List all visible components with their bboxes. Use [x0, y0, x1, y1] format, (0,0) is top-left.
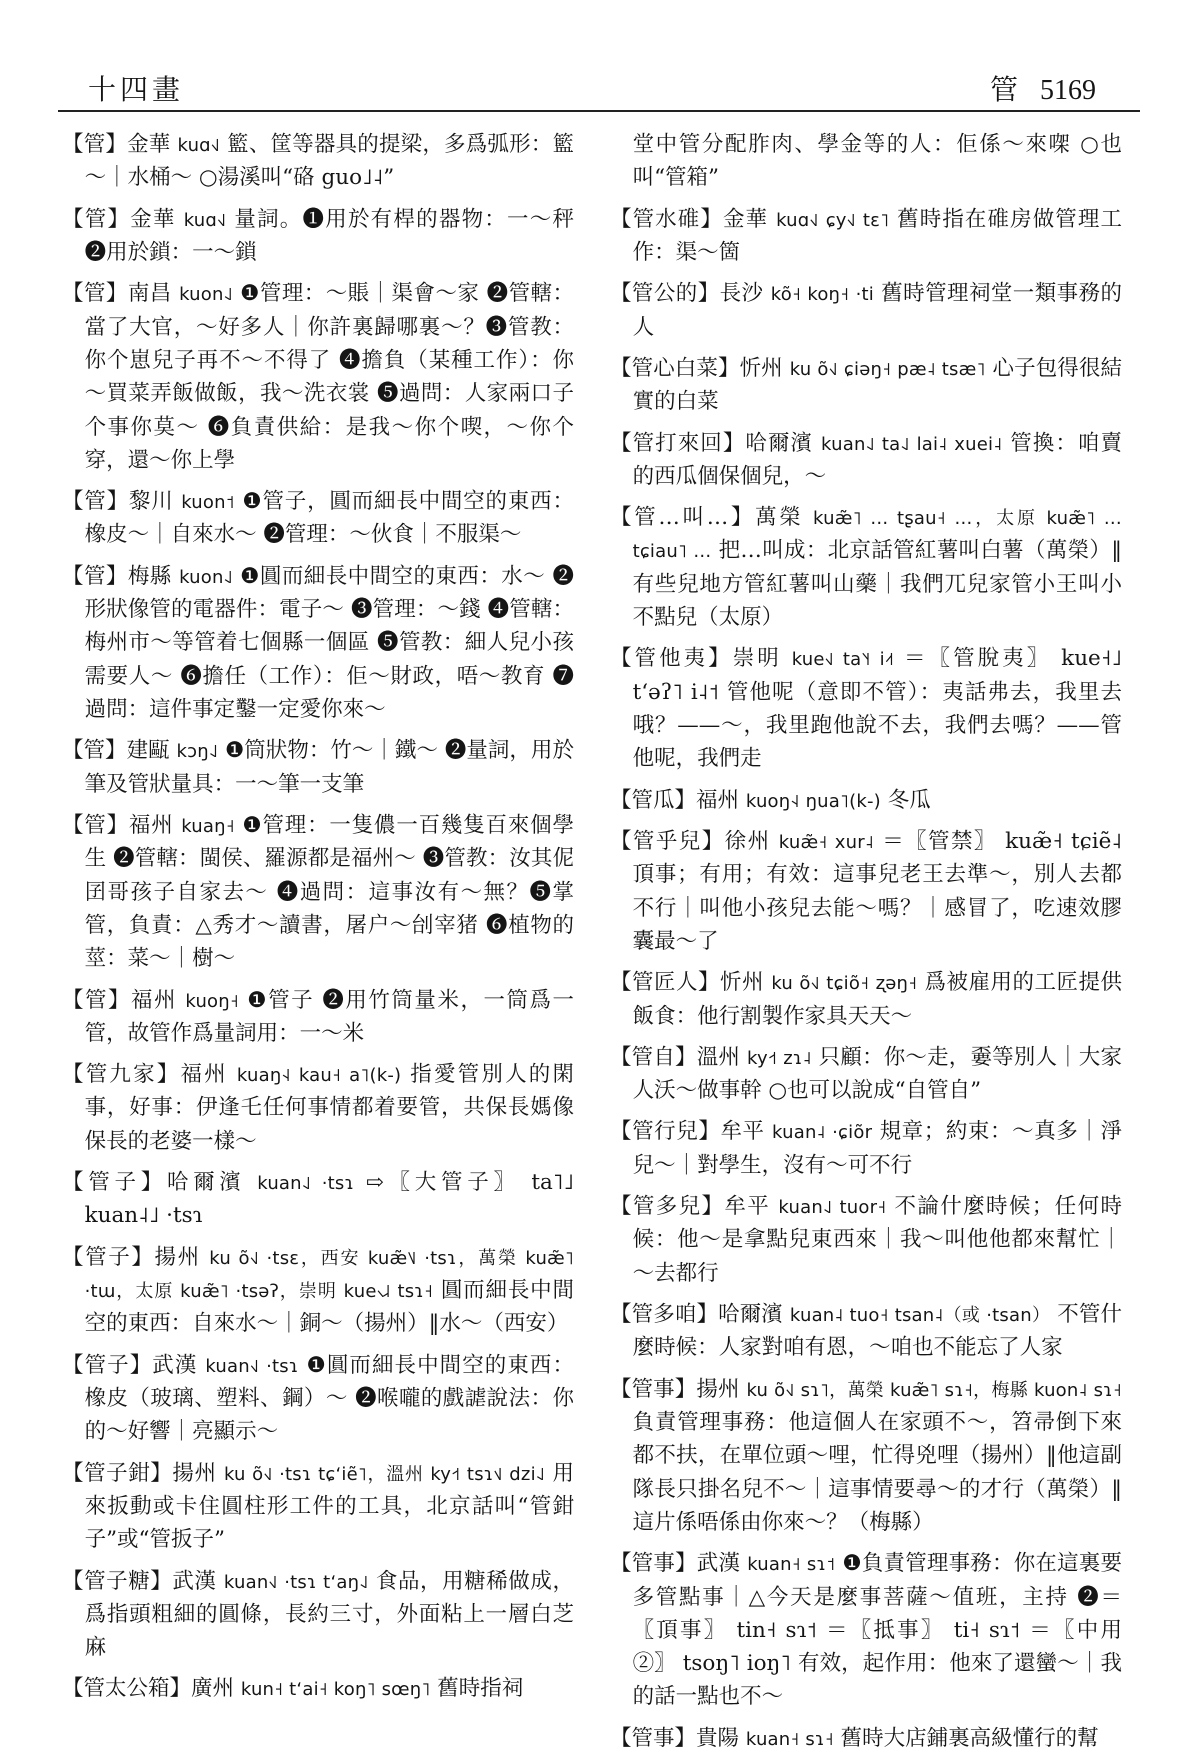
headword: 【管】 [62, 206, 131, 232]
headword: 【管心白菜】 [610, 355, 740, 381]
pronunciation: kuæ̃˧ xur˨ [778, 831, 874, 853]
headword: 【管乎兒】 [610, 828, 725, 854]
definition: 冬瓜 [887, 787, 931, 813]
dictionary-entry [62, 1166, 574, 1233]
dictionary-entry [62, 984, 574, 1051]
pronunciation: ku õ˧˩ ·tsɛ，西安 kuæ̃˥˩ ·tsɿ，萬榮 kuæ̃˥ ·tɯ，太原 kuæ̃˥ ·tsəʔ，崇明 kue˧˩˨ tsɿ˧ [84, 1247, 574, 1302]
dictionary-entry [62, 277, 574, 477]
headword: 【管子鉗】 [62, 1460, 173, 1486]
headword: 【管事】 [610, 1376, 697, 1402]
definition: 舊時管理祠堂一類事務的人 [632, 281, 1122, 340]
pronunciation: ky˧˦ zɿ˨ [747, 1047, 812, 1069]
headword: 【管瓜】 [610, 787, 697, 813]
place-name: 貴陽 [696, 1725, 740, 1751]
section-title: 十四畫 [88, 73, 185, 106]
pronunciation: kue˧˩ ta˥˧ i˨˦ [791, 649, 895, 671]
definition: ❶管子 ❷用竹筒量米，一筒爲一管，故管作爲量詞用：一～米 [84, 987, 574, 1046]
place-name: 黎川 [128, 489, 174, 515]
pronunciation: kuɑ˧˩ ɕy˧˩ tɛ˥ [776, 209, 890, 231]
place-name: 福州 [696, 787, 740, 813]
headword: 【管子】 [62, 1170, 167, 1196]
dictionary-entry [610, 1115, 1122, 1182]
pronunciation: kuan˨˩ ·tsɿ [257, 1173, 355, 1195]
definition: 食品，用糖稀做成，爲指頭粗細的圓條，長約三寸，外面粘上一層白芝麻 [84, 1568, 574, 1661]
place-name: 武漢 [152, 1352, 198, 1378]
definition: 只顧：你～走，嫑等別人｜大家人沃～做事幹 ○也可以說成“自管自” [632, 1044, 1122, 1104]
headword: 【管事】 [610, 1725, 697, 1751]
definition: ❶負責管理事務：你在這裏要多管點事｜△今天是麼事菩薩～值班，主持 ❷＝〖頂事〗 tin˧ sɿ˦ ＝〖抵事〗 ti˧ sɿ˦ ＝〖中用②〗 tsoŋ˥ ioŋ˥ 有效，起作用：他來了還蠻～｜我的話一點也不～ [632, 1551, 1122, 1710]
pronunciation: kuæ̃˥ … tʂau˧ …，太原 kuæ̃˥ … tɕiau˥ … [632, 508, 1122, 563]
pronunciation: kuan˨˩ ta˨˩ lai˨ xuei˨ [821, 433, 1003, 455]
dictionary-entry [610, 1041, 1122, 1108]
place-name: 金華 [722, 206, 769, 232]
place-name: 萬榮 [755, 505, 804, 531]
definition: 用來扳動或卡住圓柱形工件的工具，北京話叫“管鉗子”或“管扳子” [84, 1460, 574, 1553]
place-name: 福州 [180, 1062, 228, 1088]
dictionary-entry [62, 1672, 574, 1705]
definition: 圓而細長中間空的東西：自來水～｜銅～（揚州）‖水～（西安） [84, 1278, 574, 1337]
place-name: 哈爾濱 [745, 430, 814, 456]
dictionary-entry [610, 1547, 1122, 1714]
dictionary-entry [610, 966, 1122, 1033]
dictionary-entry [62, 203, 574, 270]
header-character: 管 [989, 73, 1018, 106]
pronunciation: kuan˧˩ ·tsɿ [205, 1355, 299, 1377]
dictionary-entry [62, 809, 574, 976]
pronunciation: kuon˨˩ [179, 284, 233, 306]
headword: 【管】 [62, 738, 127, 764]
dictionary-entry [62, 734, 574, 801]
definition: 量詞。❶用於有桿的器物：一～秤 ❷用於鎖：一～鎖 [84, 206, 574, 265]
definition: ❶管理：～賬｜渠會～家 ❷管轄：當了大官，～好多人｜你許裏歸哪裏～？❸管教：你个崽兒子再不～不得了 ❹擔負（某種工作）：你～買菜弄飯做飯，我～洗衣裳 ❺過問：人家兩口子个事你莫～ ❻負責供給：是我～你个喫，～你个穿，還～你上學 [84, 281, 574, 473]
place-name: 揚州 [696, 1376, 740, 1402]
headword: 【管水碓】 [610, 206, 723, 232]
definition: 舊時指在碓房做管理工作：渠～箇 [632, 206, 1122, 265]
headword: 【管…叫…】 [610, 505, 756, 531]
headword: 【管公的】 [610, 281, 720, 307]
pronunciation: kuoŋ˧˨ ŋua˥(k-) [745, 790, 881, 812]
place-name: 武漢 [696, 1551, 741, 1577]
pronunciation: kɔŋ˨˩ [176, 741, 219, 763]
definition: ⇨〖大管子〗 ta˥˩ kuan˨˩ ·tsɿ [84, 1170, 574, 1229]
pronunciation: kuɑ˧˩ [183, 209, 227, 231]
place-name: 牟平 [720, 1119, 765, 1145]
place-name: 長沙 [719, 281, 764, 307]
place-name: 南昌 [127, 281, 172, 307]
definition: ＝〖管脫夷〗 kue˧˩ tʻəʔ˥ i˨˦ 管他呢（意即不管）：夷話弗去，我里去哦？——～，我里跑他說不去，我們去嗎？——管他呢，我們走 [632, 646, 1122, 772]
pronunciation: kuɑ˧˩ [177, 135, 221, 156]
pronunciation: ku õ˧˩ tɕiõ˧ ʐəŋ˧ [771, 973, 918, 995]
pronunciation: kuaŋ˧˨ kau˧ a˥(k-) [236, 1065, 402, 1087]
place-name: 牟平 [724, 1194, 771, 1220]
definition: ❶圓而細長中間空的東西：橡皮（玻璃、塑料、鋼）～ ❷喉嚨的戲謔說法：你的～好響｜亮顯示～ [84, 1352, 574, 1445]
definition: ＝〖管禁〗 kuæ̃˧ tɕiẽ˨ 頂事；有用；有效：這事兒老王去準～，別人去都不行｜叫他小孩兒去能～嗎？｜感冒了，吃速效膠囊最～了 [632, 828, 1122, 954]
headword: 【管子】 [62, 1244, 155, 1270]
page-header [58, 68, 1140, 108]
definition: 不論什麼時候；任何時候：他～是拿點兒東西來｜我～叫他他都來幫忙｜～去都行 [632, 1194, 1122, 1286]
dictionary-entry [62, 1349, 574, 1449]
headword: 【管匠人】 [610, 970, 720, 996]
dictionary-entry [610, 352, 1122, 419]
dictionary-entry [610, 1722, 1122, 1755]
headword: 【管子】 [62, 1352, 153, 1378]
place-name: 福州 [131, 987, 178, 1013]
dictionary-entry [610, 277, 1122, 344]
dictionary-entry [610, 825, 1122, 958]
pronunciation: kuan˧ sɿ˦ [747, 1554, 836, 1576]
pronunciation: kuaŋ˧ [181, 815, 235, 837]
dictionary-entry [610, 642, 1122, 775]
place-name: 梅縣 [127, 563, 172, 589]
headword: 【管自】 [610, 1044, 697, 1070]
headword: 【管】 [62, 132, 128, 157]
definition: 指愛管別人的閑事，好事：伊逢乇任何事情都着要管，共保長媽像保長的老婆一樣～ [84, 1062, 574, 1154]
dictionary-entry [62, 1058, 574, 1158]
headword: 【管行兒】 [610, 1119, 721, 1145]
headword: 【管多咱】 [610, 1302, 719, 1327]
dictionary-entry [610, 784, 1122, 817]
place-name: 福州 [128, 812, 174, 838]
headword: 【管】 [62, 812, 129, 838]
definition: 爲被雇用的工匠提供飯食：他行割製作家具天天～ [632, 970, 1122, 1029]
place-name: 忻州 [719, 970, 764, 996]
place-name: 揚州 [172, 1460, 217, 1486]
dictionary-entry [62, 485, 574, 552]
headword: 【管】 [62, 489, 129, 515]
place-name: 金華 [130, 206, 176, 232]
definition: 堂中管分配胙肉、學金等的人：佢係～來㗎 ○也叫“管箱” [632, 132, 1122, 191]
place-name: 徐州 [724, 828, 771, 854]
definition: 管換：咱賣的西瓜個保個兒，～ [632, 430, 1122, 489]
headword: 【管多兒】 [610, 1194, 725, 1220]
place-name: 廣州 [191, 1676, 235, 1702]
pronunciation: kuoŋ˧ [185, 990, 239, 1012]
place-name: 崇明 [732, 646, 782, 672]
dictionary-entry [610, 1373, 1122, 1540]
definition: 舊時指祠 [437, 1676, 524, 1702]
right-column [610, 128, 1122, 1751]
dictionary-entry [610, 1298, 1122, 1365]
headword: 【管】 [62, 987, 132, 1013]
dictionary-entry [610, 128, 1122, 195]
pronunciation: kuan˨ ·ɕiõr [772, 1122, 873, 1144]
headword: 【管他夷】 [610, 646, 733, 672]
place-name: 金華 [127, 132, 171, 157]
headword: 【管】 [62, 281, 128, 307]
pronunciation: kuon˨˩ [179, 566, 233, 588]
pronunciation: kuan˨˩ tuor˧ [778, 1197, 887, 1219]
definition: 不管什麼時候：人家對咱有恩，～咱也不能忘了人家 [632, 1302, 1122, 1361]
definition: ❶管子，圓而細長中間空的東西：橡皮～｜自來水～ ❷管理：～伙食｜不服渠～ [84, 489, 574, 548]
headword: 【管子糖】 [62, 1568, 173, 1594]
headword: 【管】 [62, 563, 128, 589]
headword: 【管打來回】 [610, 430, 746, 456]
place-name: 哈爾濱 [166, 1170, 246, 1196]
place-name: 哈爾濱 [718, 1302, 783, 1327]
dictionary-entry [62, 1565, 574, 1665]
definition: 舊時大店鋪裏高級懂行的幫 [840, 1725, 1099, 1751]
definition: 心子包得很結實的白菜 [632, 355, 1122, 415]
dictionary-entry [610, 203, 1122, 270]
header-rule [58, 110, 1140, 112]
pronunciation: ku õ˧˩ ·tsɿ tɕʻiẽ˥，溫州 ky˧˦ tsɿ˦˩ dzi˨˩ [223, 1463, 546, 1485]
dictionary-entry [62, 1457, 574, 1557]
page-number: 5169 [1040, 75, 1096, 106]
pronunciation: kõ˧ koŋ˧ ·ti [770, 284, 874, 306]
definition: ❶筒狀物：竹～｜鐵～ ❷量詞，用於筆及管狀量具：一～筆一支筆 [84, 738, 574, 797]
dictionary-entry [610, 1190, 1122, 1290]
dictionary-entry [62, 560, 574, 727]
definition: ❶圓而細長中間空的東西：水～ ❷形狀像管的電器件：電子～ ❸管理：～錢 ❹管轄：梅州市～等管着七個縣一個區 ❺管教：細人兒小孩需要人～ ❻擔任（工作）：佢～財政，唔～教育 ❼過問：這件事定鑿一定愛你來～ [84, 563, 574, 722]
pronunciation: kun˧ tʻai˧ koŋ˥ sœŋ˥ [240, 1679, 431, 1701]
definition: 負責管理事務：他這個人在家頭不～，笤帚倒下來都不扶，在單位頭～哩，忙得兇哩（揚州）‖他這副隊長只掛名兒不～｜這事情要尋～的才行（萬榮）‖這片係唔係由你來～？（梅縣） [632, 1409, 1122, 1535]
place-name: 溫州 [696, 1044, 741, 1070]
pronunciation: kuan˨ tuo˧ tsan˨（或 ·tsan） [789, 1305, 1051, 1326]
left-column [62, 128, 574, 1708]
pronunciation: kuon˦ [181, 492, 235, 514]
place-name: 武漢 [172, 1568, 217, 1594]
headword: 【管太公箱】 [62, 1676, 192, 1702]
definition: 規章；約束：～真多｜淨兒～｜對學生，沒有～可不行 [632, 1119, 1122, 1178]
pronunciation: kuan˧˩ ·tsɿ tʻaŋ˨˩ [223, 1571, 369, 1593]
dictionary-entry [62, 1241, 574, 1341]
headword: 【管事】 [610, 1551, 697, 1577]
headword: 【管九家】 [62, 1062, 181, 1088]
header-right [990, 68, 1096, 108]
place-name: 建甌 [126, 738, 170, 764]
pronunciation: ku õ˧˩ ɕiəŋ˧ pæ˨ tsæ˥ [789, 358, 986, 380]
dictionary-entry [62, 128, 574, 195]
definition: ❶管理：一隻儂一百幾隻百來個學生 ❷管轄：閩侯、羅源都是福州～ ❸管教：汝其伲囝哥孩子自家去～ ❹過問：這事汝有～無？❺掌管，負責：△秀才～讀書，屠户～刣宰猪 ❻植物的莖：菜～｜樹～ [84, 812, 574, 972]
dictionary-entry [610, 501, 1122, 634]
place-name: 揚州 [154, 1244, 201, 1270]
dictionary-entry [610, 427, 1122, 494]
pronunciation: kuan˧ sɿ˧ [745, 1728, 834, 1750]
place-name: 忻州 [739, 355, 783, 381]
definition: 籃、筐等器具的提梁，多爲弧形：籃～｜水桶～ ○湯溪叫“硌 guo˩˨” [84, 132, 574, 191]
pronunciation: ku õ˧˩ sɿ˥，萬榮 kuæ̃˥ sɿ˧，梅縣 kuon˨ sɿ˧ [746, 1379, 1122, 1401]
definition: 把…叫成：北京話管紅薯叫白薯（萬榮）‖有些兒地方管紅薯叫山藥｜我們兀兒家管小王叫小不點兒（太原） [632, 538, 1122, 631]
